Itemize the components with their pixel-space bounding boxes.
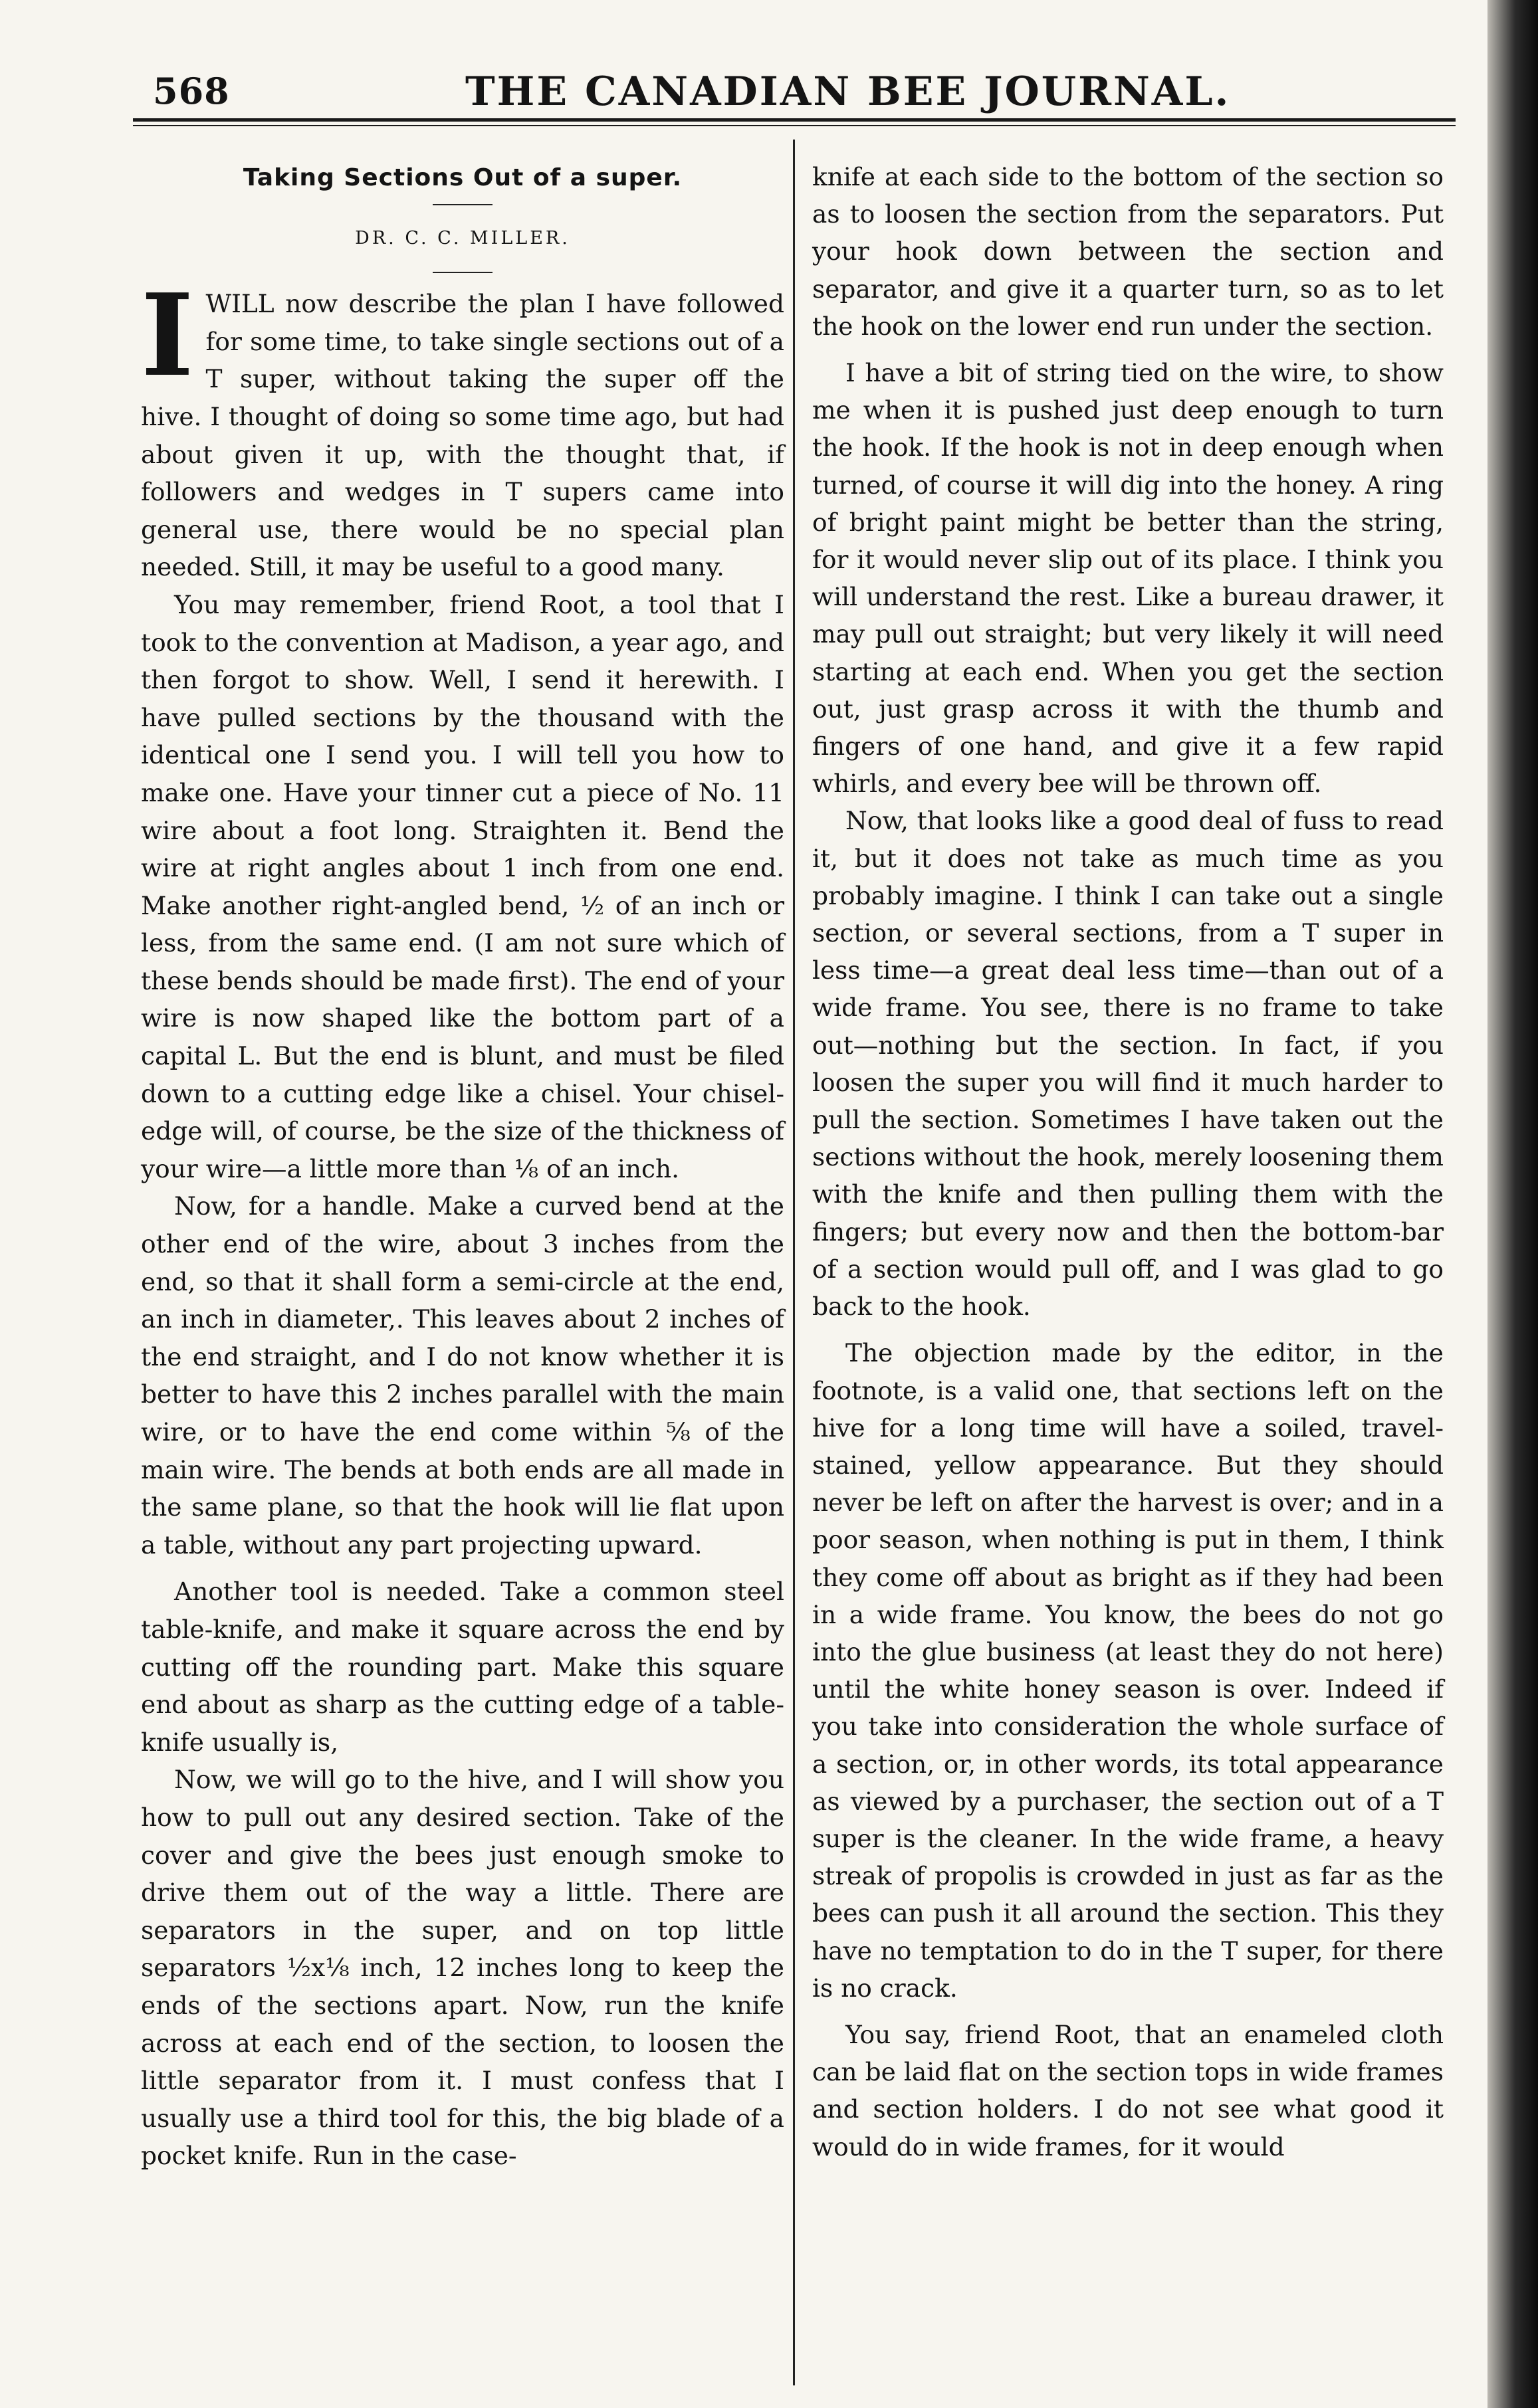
journal-title: THE CANADIAN BEE JOURNAL. [465,68,1231,115]
paragraph-8: The objection made by the editor, in the footnote, is a valid one, that sections left on the hive for a long time will have a soiled, travel-stained, yellow appearance. But they should never be left on after the harvest is over; and in a poor season, when nothing is put in them, I think they come off about as bright as if they had been in a wide frame. You know, the bees do not go into the glue business (at least they do not here) until the white honey season is over. Indeed if you take into consideration the whole surface of a section, or, in other words, its total appearance as viewed by a purchaser, the section out of a T super is the cleaner. In the wide frame, a heavy streak of propolis is crowded in just as far as the bees can push it all around the section. This they have no temptation to do in the T super, for there is no crack. [812,1338,1444,2003]
header-rule-thin [133,125,1456,126]
article-title: Taking Sections Out of a super. [243,164,683,191]
paragraph-5: Now, we will go to the hive, and I will show you how to pull out any desired section. Take of the cover and give the bees just enough smoke to drive them out of the way a little. There are separators in the super, and on top little separators ½x⅛ inch, 12 inches long to keep the ends of the sections apart. Now, run the knife across at each end of the section, to loosen the little separator from it. I must confess that I usually use a third tool for this, the big blade of a pocket knife. Run in the case- [141,1765,784,2171]
title-divider [433,204,493,205]
column-divider [793,140,795,2385]
paragraph-5-continued: knife at each side to the bottom of the section so as to loosen the section from the separators. Put your hook down between the section and separator, and give it a quarter turn, so as to let the hook on the lower end run under the section. [812,162,1444,341]
paragraph-4: Another tool is needed. Take a common steel table-knife, and make it square across the end by cutting off the rounding part. Make this square end about as sharp as the cutting edge of a table-knife usually is, [141,1577,784,1757]
paragraph-9: You say, friend Root, that an enameled cloth can be laid flat on the section tops in wide frames and section holders. I do not see what good it would do in wide frames, for it would [812,2019,1444,2161]
page-header [153,63,1456,123]
byline-divider [433,272,493,273]
paragraph-6: I have a bit of string tied on the wire, to show me when it is pushed just deep enough to turn the hook. If the hook is not in deep enough when turned, of course it will dig into the honey. A ring of bright paint might be better than the string, for it would never slip out of its place. I think you will understand the rest. Like a bureau drawer, it may pull out straight; but very likely it will need starting at each end. When you get the section out, just grasp across it with the thumb and fingers of one hand, and give it a few rapid whirls, and every bee will be thrown off. [812,358,1444,799]
header-rule [133,118,1456,122]
paragraph-7: Now, that looks like a good deal of fuss to read it, but it does not take as much time as you probably imagine. I think I can take out a single section, or several sections, from a T super in less time—a great deal less time—than out of a wide frame. You see, there is no frame to take out—nothing but the section. In fact, if you loosen the super you will find it much harder to pull the section. Sometimes I have taken out the sections without the hook, merely loosening them with the knife and then pulling them with the fingers; but every now and then the bottom-bar of a section would pull off, and I was glad to go back to the hook. [812,806,1444,1322]
paragraph-1: IWILL now describe the plan I have followed for some time, to take single sections out of a T super, without taking the super off the hive. I thought of doing so some time ago, but had about given it up, with the thought that, if followers and wedges in T supers came into general use, there would be no special plan needed. Still, it may be useful to a good many. [141,269,784,582]
binding-shadow [1487,0,1538,2408]
paragraph-3: Now, for a handle. Make a curved bend at the other end of the wire, about 3 inches from the end, so that it shall form a semi-circle at the end, an inch in diameter,. This leaves about 2 inches of the end straight, and I do not know whether it is better to have this 2 inches parallel with the main wire, or to have the end come within ⅝ of the main wire. The bends at both ends are all made in the same plane, so that the hook will lie flat upon a table, without any part projecting upward. [141,1191,784,1559]
article-author: DR. C. C. MILLER. [355,227,570,249]
drop-cap: I [141,269,194,403]
right-column [812,158,1444,2165]
page-number: 568 [153,70,230,112]
left-column [141,159,784,2175]
paragraph-2: You may remember, friend Root, a tool that I took to the convention at Madison, a year ago, and then forgot to show. Well, I send it herewith. I have pulled sections by the thousand with the identical one I send you. I will tell you how to make one. Have your tinner cut a piece of No. 11 wire about a foot long. Straighten it. Bend the wire at right angles about 1 inch from one end. Make another right-angled bend, ½ of an inch or less, from the same end. (I am not sure which of these bends should be made first). The end of your wire is now shaped like the bottom part of a capital L. But the end is blunt, and must be filed down to a cutting edge like a chisel. Your chisel-edge will, of course, be the size of the thickness of your wire—a little more than ⅛ of an inch. [141,589,784,1183]
